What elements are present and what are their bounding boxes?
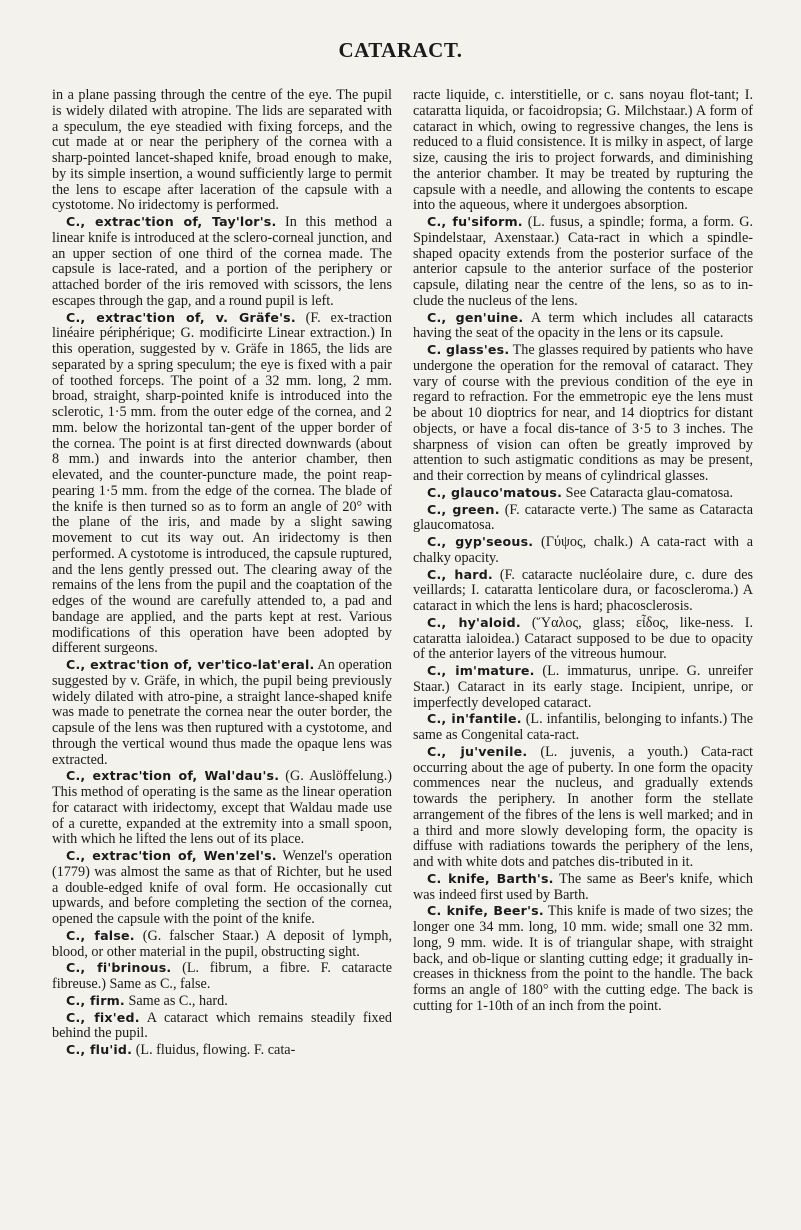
entry-headword: C., extrac'tion of, v. Gräfe's. — [66, 309, 296, 325]
entry-text: An operation suggested by v. Gräfe, in which, the pupil being previously widely dilated with atro-pine, a straight lance-shaped knife was made to penetrate the cornea near the outer border, the capsule of the lens was then ruptured with a cystotome, and through the vertical wound thus made the opaque lens was extracted. — [52, 657, 393, 768]
dictionary-entry — [52, 993, 392, 1010]
dictionary-entry — [413, 567, 753, 615]
dictionary-entry — [413, 663, 753, 711]
entry-headword: C., hard. — [427, 566, 493, 582]
entry-text: The glasses required by patients who have undergone the operation for the removal of cataract. They vary of course with the previous condition of the eye in regard to refraction. For the emmetropic eye the lens must be about 10 dioptrics for near, and 14 dioptrics for distant objects, or have a focal dis-tance of 3·5 to 3 inches. The sharpness of vision can often be greatly improved by attention to such astigmatic conditions as may be present, and their correction by means of cylindrical glasses. — [413, 342, 753, 484]
dictionary-entry — [413, 871, 753, 904]
entry-text: in a plane passing through the centre of the eye. The pupil is widely dilated with atropine. The lids are separated with a speculum, the eye steadied with fixing forceps, and the cut made at or near the periphery of the cornea with a sharp-pointed lancet-shaped knife, broad enough to make, by its simple insertion, a wound sufficiently large to permit the lens to escape after laceration of the capsule with a cystotome. No iridectomy is performed. — [52, 87, 392, 214]
entry-headword: C., glauco'matous. — [427, 484, 563, 500]
entry-headword: C., fi'brinous. — [66, 960, 172, 976]
dictionary-entry — [52, 960, 392, 993]
dictionary-entry — [413, 88, 753, 214]
entry-headword: C., green. — [427, 501, 500, 517]
entry-text: A term which includes all cataracts having the seat of the opacity in the lens or its capsule. — [413, 309, 754, 342]
page-title: CATARACT. — [338, 38, 463, 62]
dictionary-entry — [413, 214, 753, 310]
left-column — [52, 88, 392, 1059]
entry-headword: C. knife, Beer's. — [427, 903, 544, 919]
entry-text: A cataract which remains steadily fixed behind the pupil. — [52, 1009, 393, 1042]
entry-headword: C. glass'es. — [427, 342, 510, 357]
entry-text: (F. ex-traction linéaire périphérique; G. modificirte Linear extraction.) In this operation, suggested by v. Gräfe in 1865, the lids are separated by a spring speculum; the eye is fixed with a pair of toothed forceps. The point of a 32 mm. long, 2 mm. broad, straight, sharp-pointed knife is introduced into the sclerotic, 1·5 mm. from the outer edge of the cornea, and 2 mm. below the horizontal tan-gent of the upper border of the cornea. The point is at first directed downwards (about 8 mm.) and inwards into the anterior chamber, then elevated, and the counter-puncture made, the point reap-pearing 1·5 mm. from the edge of the cornea. The blade of the knife is then turned so as to form an angle of 20° with the plane of the iris, and made by a slight sawing movement to cut its way out. An iridectomy is then performed. A cystotome is introduced, the capsule ruptured, and the lens gently pressed out. The clearing away of the remains of the lens from the pupil and the coaptation of the edges of the wound are carefully attended to, a pad and bandage are applied, and the parts kept at rest. Various modifications of this operation have been adopted by different surgeons. — [52, 309, 392, 657]
entry-headword: C., extrac'tion of, Tay'lor's. — [66, 214, 277, 229]
entry-headword: C., firm. — [66, 992, 125, 1008]
entry-headword: C., in'fantile. — [427, 711, 522, 727]
entry-text: (L. fluidus, flowing. F. cata- — [135, 1042, 296, 1058]
dictionary-entry — [413, 342, 753, 485]
entry-headword: C., extrac'tion of, ver'tico-lat'eral. — [66, 657, 315, 672]
dictionary-entry — [52, 88, 392, 214]
dictionary-entry — [413, 903, 753, 1014]
dictionary-entry — [52, 928, 392, 961]
entry-headword: C., false. — [66, 927, 135, 943]
entry-text: (L. fusus, a spindle; forma, a form. G. Spindelstaar, Axenstaar.) Cata-ract in which a spindle-shaped opacity extends from the posterior surface of the anterior capsule to the anterior surface of the posterior capsule, dilating near the centre of the lens, so as to in-clude the nucleus of the lens. — [413, 214, 753, 309]
right-column — [413, 88, 753, 1015]
entry-text: (F. cataracte verte.) The same as Cataracta glaucomatosa. — [413, 501, 753, 534]
dictionary-entry — [413, 310, 753, 343]
dictionary-entry — [413, 615, 753, 663]
entry-headword: C., gen'uine. — [427, 309, 524, 325]
entry-headword: C., extrac'tion of, Wen'zel's. — [66, 848, 277, 863]
dictionary-entry — [52, 1042, 392, 1059]
dictionary-entry — [52, 214, 392, 310]
dictionary-entry — [52, 657, 392, 768]
dictionary-entry — [413, 534, 753, 567]
entry-text: See Cataracta glau-comatosa. — [565, 484, 734, 501]
entry-text: (G. Auslöffelung.) This method of operating is the same as the linear operation for cataract with iridectomy, except that Waldau made use of a curette, expanded at the extremity into a small spoon, with which he lifted the lens out of its place. — [52, 768, 392, 848]
entry-headword: C., extrac'tion of, Wal'dau's. — [66, 768, 280, 784]
dictionary-entry — [52, 848, 392, 928]
entry-text: (L. immaturus, unripe. G. unreifer Staar.) Cataract in its early stage. Incipient, unripe, or imperfectly developed cataract. — [413, 663, 754, 711]
entry-text: (Ὕαλος, glass; εἶδος, like-ness. I. cataratta ialoidea.) Cataract supposed to be due to opacity of the anterior layers of the vitreous humour. — [413, 614, 753, 663]
entry-text: (G. falscher Staar.) A deposit of lymph, blood, or other material in the pupil, obstructing sight. — [52, 927, 393, 960]
dictionary-entry — [52, 768, 392, 848]
dictionary-entry — [413, 502, 753, 535]
entry-text: (L. fibrum, a fibre. F. cataracte fibreuse.) Same as C., false. — [52, 960, 392, 992]
entry-headword: C., ju'venile. — [427, 743, 528, 759]
entry-text: In this method a linear knife is introduced at the sclero-corneal junction, and an upper section of one third of the cornea made. The capsule is lace-rated, and a portion of the periphery or attached border of the iris removed with scissors, the lens escapes through the gap, and a round pupil is left. — [52, 214, 392, 309]
entry-headword: C. knife, Barth's. — [427, 870, 554, 886]
entry-text: (L. juvenis, a youth.) Cata-ract occurring about the age of puberty. In one form the opacity commences near the nucleus, and gradually extends towards the periphery. In another form the stellate arrangement of the fibres of the lens is well marked; and in a third and more slowly developing form, the opacity is diffuse with radiations towards the periphery of the lens, and with white dots and patches dis-tributed in it. — [413, 743, 754, 870]
dictionary-entry — [52, 1010, 392, 1043]
dictionary-entry — [413, 485, 753, 502]
dictionary-entry — [52, 310, 392, 658]
entry-text: Wenzel's operation (1779) was almost the same as that of Richter, but he used a double-edged knife of oval form. He occasionally cut upwards, and before completing the section of the cornea, opened the capsule with the point of the knife. — [52, 848, 392, 927]
entry-headword: C., flu'id. — [66, 1042, 133, 1057]
entry-text: This knife is made of two sizes; the longer one 34 mm. long, 10 mm. wide; small one 32 mm. long, 9 mm. wide. It is of triangular shape, with straight back, and ob-lique or slanting cutting edge; it gradually in-creases in thickness from the point to the handle. The back forms an angle of 180° with the cutting edge. The back is cutting for 1-10th of an inch from the point. — [413, 903, 753, 1014]
entry-text: (L. infantilis, belonging to infants.) The same as Congenital cata-ract. — [413, 711, 753, 743]
entry-headword: C., hy'aloid. — [427, 614, 521, 630]
entry-text: The same as Beer's knife, which was indeed first used by Barth. — [413, 870, 753, 903]
dictionary-entry — [413, 744, 753, 871]
entry-text: Same as C., hard. — [128, 992, 228, 1009]
dictionary-entry — [413, 711, 753, 744]
entry-headword: C., fix'ed. — [66, 1009, 140, 1025]
entry-text: (Γύψος, chalk.) A cata-ract with a chalky opacity. — [413, 534, 754, 566]
entry-headword: C., gyp'seous. — [427, 534, 534, 549]
entry-headword: C., im'mature. — [427, 663, 535, 678]
entry-text: racte liquide, c. interstitielle, or c. sans noyau flot-tant; I. cataratta liquida, or facoidropsia; G. Milchstaar.) A form of cataract in which, owing to regressive changes, the lens is reduced to a fluid consistence. It is milky in aspect, of large size, causing the iris to project forwards, and diminishing the anterior chamber. It may be treated by rupturing the capsule with a needle, and allowing the contents to escape into the aqueous, where it undergoes absorption. — [413, 87, 753, 214]
entry-text: (F. cataracte nucléolaire dure, c. dure des veillards; I. cataratta lenticolare dura, or facoscleroma.) A cataract in which the lens is hard; phacosclerosis. — [413, 566, 754, 614]
entry-headword: C., fu'siform. — [427, 214, 523, 229]
